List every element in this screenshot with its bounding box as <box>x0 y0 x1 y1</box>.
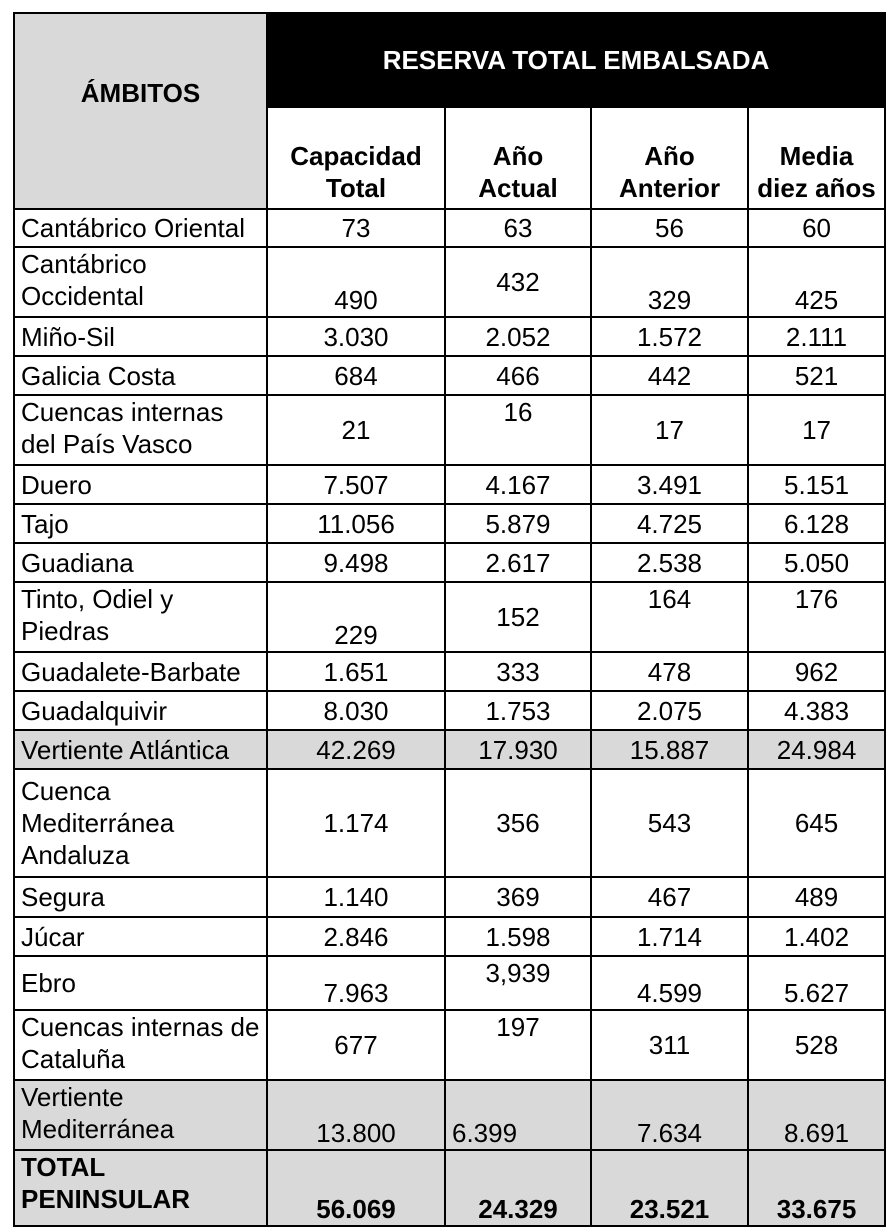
capacidad-total-cell: 1.651 <box>267 652 445 691</box>
capacidad-total-cell: 73 <box>267 209 445 247</box>
anio-actual-cell: 356 <box>445 769 591 877</box>
total-row <box>14 1150 885 1226</box>
capacidad-total-cell: 1.140 <box>267 877 445 917</box>
table-row <box>14 247 885 317</box>
anio-actual-cell: 369 <box>445 877 591 917</box>
anio-anterior-cell: 56 <box>591 209 748 247</box>
capacidad-total-cell: 56.069 <box>267 1150 445 1226</box>
anio-actual-cell: 3,939 <box>445 956 591 1010</box>
table-row <box>14 1010 885 1080</box>
anio-actual-cell: 24.329 <box>445 1150 591 1226</box>
capacidad-total-cell: 42.269 <box>267 730 445 769</box>
table-row <box>14 465 885 504</box>
capacidad-total-cell: 11.056 <box>267 504 445 543</box>
table-row <box>14 317 885 356</box>
ambito-name: Guadalete-Barbate <box>14 652 267 691</box>
anio-anterior-cell: 543 <box>591 769 748 877</box>
table-body <box>14 209 885 1226</box>
media-diez-anios-cell: 176 <box>748 582 885 652</box>
ambito-name: Segura <box>14 877 267 917</box>
capacidad-total-cell: 1.174 <box>267 769 445 877</box>
table-row <box>14 209 885 247</box>
col-header-media: Media diez años <box>748 107 885 209</box>
anio-anterior-cell: 478 <box>591 652 748 691</box>
ambito-name: Cuenca Mediterránea Andaluza <box>14 769 267 877</box>
ambito-name: Guadalquivir <box>14 691 267 730</box>
ambito-name: Galicia Costa <box>14 356 267 395</box>
table-row <box>14 691 885 730</box>
anio-actual-cell: 63 <box>445 209 591 247</box>
ambito-name: Tajo <box>14 504 267 543</box>
anio-anterior-cell: 7.634 <box>591 1080 748 1150</box>
table-row <box>14 877 885 917</box>
capacidad-total-cell: 9.498 <box>267 543 445 582</box>
media-diez-anios-cell: 1.402 <box>748 917 885 956</box>
table-row <box>14 543 885 582</box>
anio-anterior-cell: 164 <box>591 582 748 652</box>
anio-actual-cell: 152 <box>445 582 591 652</box>
subtotal-row <box>14 1080 885 1150</box>
anio-actual-cell: 16 <box>445 395 591 465</box>
media-diez-anios-cell: 24.984 <box>748 730 885 769</box>
anio-actual-cell: 2.052 <box>445 317 591 356</box>
table-row <box>14 582 885 652</box>
anio-anterior-cell: 2.538 <box>591 543 748 582</box>
capacidad-total-cell: 7.507 <box>267 465 445 504</box>
media-diez-anios-cell: 60 <box>748 209 885 247</box>
anio-actual-cell: 4.167 <box>445 465 591 504</box>
media-diez-anios-cell: 489 <box>748 877 885 917</box>
reserve-table <box>13 12 886 1227</box>
anio-actual-cell: 1.753 <box>445 691 591 730</box>
capacidad-total-cell: 8.030 <box>267 691 445 730</box>
ambito-name: Cantábrico Occidental <box>14 247 267 317</box>
media-diez-anios-cell: 521 <box>748 356 885 395</box>
anio-actual-cell: 6.399 <box>445 1080 591 1150</box>
capacidad-total-cell: 684 <box>267 356 445 395</box>
table-row <box>14 956 885 1010</box>
anio-actual-cell: 2.617 <box>445 543 591 582</box>
media-diez-anios-cell: 8.691 <box>748 1080 885 1150</box>
reserve-table-container <box>13 12 884 1227</box>
ambito-name: Cuencas internas de Cataluña <box>14 1010 267 1080</box>
anio-actual-cell: 197 <box>445 1010 591 1080</box>
anio-actual-cell: 1.598 <box>445 917 591 956</box>
ambito-name: Tinto, Odiel y Piedras <box>14 582 267 652</box>
capacidad-total-cell: 2.846 <box>267 917 445 956</box>
media-diez-anios-cell: 5.627 <box>748 956 885 1010</box>
anio-anterior-cell: 329 <box>591 247 748 317</box>
anio-anterior-cell: 2.075 <box>591 691 748 730</box>
media-diez-anios-cell: 425 <box>748 247 885 317</box>
anio-actual-cell: 17.930 <box>445 730 591 769</box>
ambito-name: Ebro <box>14 956 267 1010</box>
media-diez-anios-cell: 645 <box>748 769 885 877</box>
media-diez-anios-cell: 5.050 <box>748 543 885 582</box>
media-diez-anios-cell: 2.111 <box>748 317 885 356</box>
col-header-anio-anterior: Año Anterior <box>591 107 748 209</box>
anio-actual-cell: 333 <box>445 652 591 691</box>
media-diez-anios-cell: 17 <box>748 395 885 465</box>
anio-anterior-cell: 467 <box>591 877 748 917</box>
anio-anterior-cell: 1.714 <box>591 917 748 956</box>
media-diez-anios-cell: 962 <box>748 652 885 691</box>
anio-anterior-cell: 311 <box>591 1010 748 1080</box>
subtotal-row <box>14 730 885 769</box>
table-row <box>14 917 885 956</box>
ambitos-header: ÁMBITOS <box>14 13 267 209</box>
capacidad-total-cell: 21 <box>267 395 445 465</box>
anio-anterior-cell: 23.521 <box>591 1150 748 1226</box>
ambito-name: Guadiana <box>14 543 267 582</box>
media-diez-anios-cell: 6.128 <box>748 504 885 543</box>
table-row <box>14 769 885 877</box>
capacidad-total-cell: 7.963 <box>267 956 445 1010</box>
anio-anterior-cell: 3.491 <box>591 465 748 504</box>
anio-anterior-cell: 442 <box>591 356 748 395</box>
media-diez-anios-cell: 4.383 <box>748 691 885 730</box>
capacidad-total-cell: 229 <box>267 582 445 652</box>
anio-anterior-cell: 4.725 <box>591 504 748 543</box>
ambito-name: Cuencas internas del País Vasco <box>14 395 267 465</box>
anio-actual-cell: 5.879 <box>445 504 591 543</box>
anio-actual-cell: 432 <box>445 247 591 317</box>
anio-anterior-cell: 15.887 <box>591 730 748 769</box>
ambito-name: Cantábrico Oriental <box>14 209 267 247</box>
ambito-name: Vertiente Mediterránea <box>14 1080 267 1150</box>
anio-anterior-cell: 4.599 <box>591 956 748 1010</box>
ambito-name: Júcar <box>14 917 267 956</box>
anio-actual-cell: 466 <box>445 356 591 395</box>
capacidad-total-cell: 13.800 <box>267 1080 445 1150</box>
capacidad-total-cell: 677 <box>267 1010 445 1080</box>
anio-anterior-cell: 1.572 <box>591 317 748 356</box>
table-row <box>14 504 885 543</box>
table-row <box>14 395 885 465</box>
media-diez-anios-cell: 528 <box>748 1010 885 1080</box>
col-header-capacidad: Capacidad Total <box>267 107 445 209</box>
anio-anterior-cell: 17 <box>591 395 748 465</box>
ambito-name: Miño-Sil <box>14 317 267 356</box>
ambito-name: Vertiente Atlántica <box>14 730 267 769</box>
table-row <box>14 356 885 395</box>
table-row <box>14 652 885 691</box>
group-header: RESERVA TOTAL EMBALSADA <box>267 13 885 107</box>
col-header-anio-actual: Año Actual <box>445 107 591 209</box>
capacidad-total-cell: 3.030 <box>267 317 445 356</box>
media-diez-anios-cell: 5.151 <box>748 465 885 504</box>
ambito-name: TOTAL PENINSULAR <box>14 1150 267 1226</box>
ambito-name: Duero <box>14 465 267 504</box>
media-diez-anios-cell: 33.675 <box>748 1150 885 1226</box>
capacidad-total-cell: 490 <box>267 247 445 317</box>
